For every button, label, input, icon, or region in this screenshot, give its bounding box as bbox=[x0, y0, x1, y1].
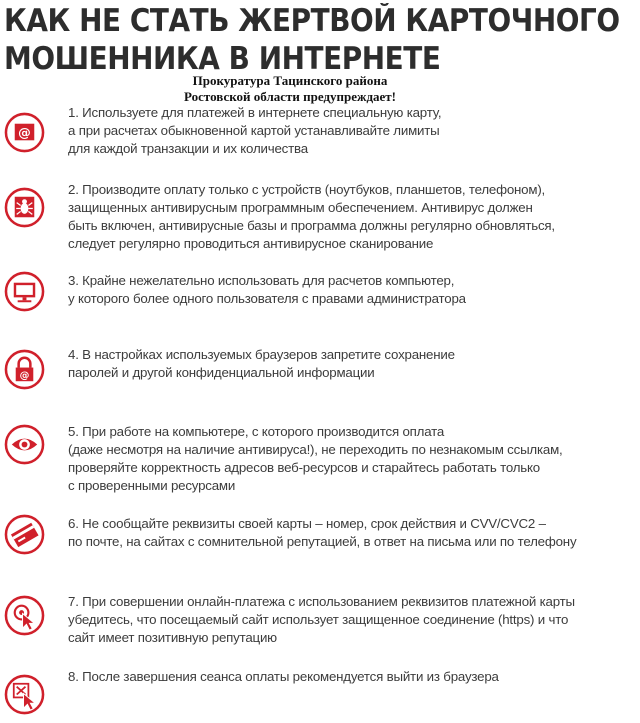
svg-text:@: @ bbox=[19, 370, 30, 382]
tip-8-line-1: 8. После завершения сеанса оплаты рекомендуется выйти из браузера bbox=[68, 669, 499, 684]
tip-2-line-4: следует регулярно проводиться антивирусное сканирование bbox=[68, 236, 434, 251]
page-title bbox=[4, 2, 620, 78]
svg-text:@: @ bbox=[18, 124, 31, 140]
tip-1-line-2: а при расчетах обыкновенной картой устанавливайте лимиты bbox=[68, 123, 440, 138]
target-cursor-icon bbox=[4, 595, 45, 636]
tip-4-line-2: паролей и другой конфиденциальной информации bbox=[68, 365, 375, 380]
tip-3-line-2: у которого более одного пользователя с правами администратора bbox=[68, 291, 466, 306]
tip-4-line-1: 4. В настройках используемых браузеров запретите сохранение bbox=[68, 347, 455, 362]
title-line-1: КАК НЕ СТАТЬ ЖЕРТВОЙ КАРТОЧНОГО bbox=[4, 3, 620, 39]
close-window-cursor-icon bbox=[4, 674, 45, 715]
email-at-icon bbox=[4, 112, 45, 153]
tip-6-line-2: по почте, на сайтах с сомнительной репутацией, в ответ на письма или по телефону bbox=[68, 534, 577, 549]
tip-7-line-3: сайт имеет позитивную репутацию bbox=[68, 630, 277, 645]
tip-1-line-3: для каждой транзакции и их количества bbox=[68, 141, 308, 156]
eye-icon bbox=[4, 424, 45, 465]
subtitle-line-2: Ростовской области предупреждает! bbox=[183, 89, 397, 104]
tip-3-line-1: 3. Крайне нежелательно использовать для расчетов компьютер, bbox=[68, 273, 455, 288]
tip-5-line-1: 5. При работе на компьютере, с которого производится оплата bbox=[68, 424, 445, 439]
tip-7-line-2: убедитесь, что посещаемый сайт использует защищенное соединение (https) и что bbox=[68, 612, 569, 627]
computer-monitor-icon bbox=[4, 271, 45, 312]
tip-2-line-1: 2. Производите оплату только с устройств (ноутбуков, планшетов, телефоном), bbox=[68, 182, 546, 197]
subtitle bbox=[150, 73, 430, 105]
tip-6-line-1: 6. Не сообщайте реквизиты своей карты – номер, срок действия и CVV/CVC2 – bbox=[68, 516, 546, 531]
bug-virus-icon bbox=[4, 187, 45, 228]
tip-5-line-2: (даже несмотря на наличие антивируса!), не переходить по незнакомым ссылкам, bbox=[68, 442, 563, 457]
padlock-icon bbox=[4, 349, 45, 390]
tip-5-line-4: с проверенными ресурсами bbox=[68, 478, 236, 493]
tip-7-line-1: 7. При совершении онлайн-платежа с использованием реквизитов платежной карты bbox=[68, 594, 575, 609]
subtitle-line-1: Прокуратура Тацинского района bbox=[192, 73, 388, 88]
credit-card-icon bbox=[4, 514, 45, 555]
title-line-2: МОШЕННИКА В ИНТЕРНЕТЕ bbox=[4, 41, 441, 77]
tip-1-line-1: 1. Используете для платежей в интернете специальную карту, bbox=[68, 105, 442, 120]
tip-2-line-2: защищенных антивирусным программным обеспечением. Антивирус должен bbox=[68, 200, 533, 215]
tip-5-line-3: проверяйте корректность адресов веб-ресурсов и старайтесь работать только bbox=[68, 460, 540, 475]
tip-2-line-3: быть включен, антивирусные базы и программа должны регулярно обновляться, bbox=[68, 218, 555, 233]
